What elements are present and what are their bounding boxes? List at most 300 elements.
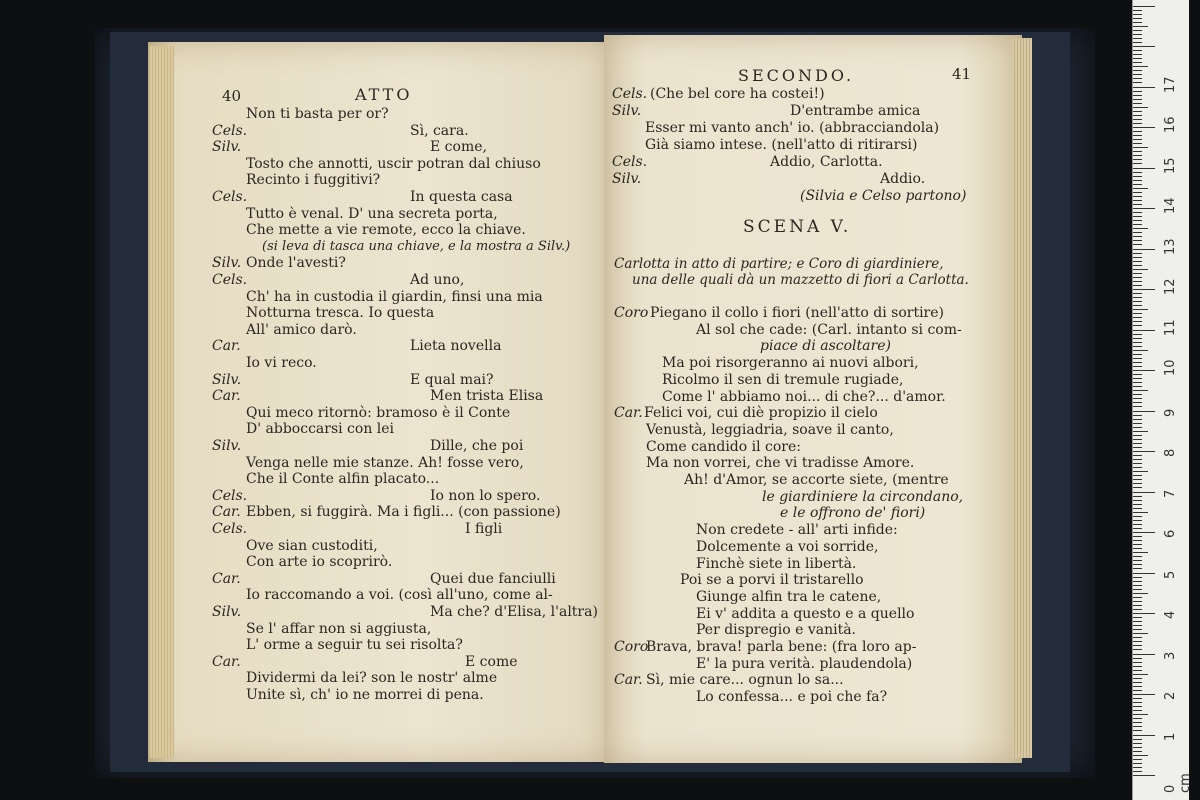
ruler-tick [1133,240,1142,241]
ruler-tick [1133,718,1142,719]
ruler-tick [1133,463,1142,464]
ruler-number: 1 [1163,732,1178,741]
speaker-label: Silv. [212,139,242,156]
ruler-tick [1133,637,1142,638]
speaker-label: Cels. [612,86,648,102]
ruler-tick [1133,431,1148,432]
ruler-tick [1133,633,1148,634]
ruler-number: 14 [1163,197,1178,214]
ruler-tick [1133,492,1155,493]
ruler-tick [1133,317,1142,318]
right-page-edges [1012,38,1032,758]
ruler-tick [1133,483,1142,484]
ruler-tick [1133,500,1142,501]
ruler-tick [1133,504,1142,505]
ruler-tick [1133,475,1142,476]
ruler-tick [1133,220,1142,221]
ruler-tick [1133,176,1142,177]
ruler-tick [1133,58,1142,59]
ruler-tick [1133,674,1148,675]
verse-line: Unite sì, ch' io ne morrei di pena. [246,687,484,703]
verse-line: Esser mi vanto anch' io. (abbracciandola) [645,120,940,136]
ruler-tick [1133,374,1142,375]
ruler-tick [1133,228,1148,229]
ruler-number: 6 [1163,529,1178,538]
verse-line: Sì, cara. [410,122,469,139]
speaker-label: Cels. [212,487,248,504]
verse-line: Quei due fanciulli [430,570,556,587]
ruler-tick [1133,730,1142,731]
verse-line: Se l' affar non si aggiusta, [246,620,432,637]
ruler-tick [1133,706,1142,707]
speaker-label: Cels. [212,272,248,288]
verse-line: Ma poi risorgeranno ai nuovi albori, [662,355,919,372]
ruler-tick [1133,398,1142,399]
ruler-tick [1133,334,1142,335]
ruler-number: 2 [1163,691,1178,700]
ruler-tick [1133,338,1142,339]
verse-line: L' orme a seguir tu sei risolta? [246,637,463,654]
ruler-tick [1133,50,1142,51]
ruler-tick [1133,62,1142,63]
ruler-tick [1133,42,1142,43]
ruler-number: 17 [1163,75,1178,93]
ruler-tick [1133,362,1142,363]
verse-line: (si leva di tasca una chiave, e la mostra a Silv.) [262,238,571,254]
ruler-tick [1133,289,1155,290]
speaker-label: Silv. [212,371,242,388]
ruler-tick [1133,423,1142,424]
ruler-tick [1133,540,1142,541]
ruler-tick [1133,471,1148,472]
verse-line: E come [465,653,518,670]
verse-line: Dividermi da lei? son le nostr' alme [246,670,498,687]
ruler-tick [1133,751,1142,752]
verse-line: Non ti basta per or? [246,106,389,122]
ruler-tick [1133,714,1148,715]
ruler-number: 9 [1163,408,1178,417]
ruler-tick [1133,342,1142,343]
ruler-tick [1133,743,1142,744]
speaker-label: Silv. [612,103,642,119]
ruler-tick [1133,301,1142,302]
verse-line: Dille, che poi [430,438,524,454]
ruler-tick [1133,26,1148,27]
verse-line: Onde l'avesti? [246,255,346,272]
ruler-tick [1133,6,1155,7]
ruler-tick [1133,508,1142,509]
ruler-tick [1133,528,1142,529]
ruler-tick [1133,378,1142,379]
ruler-tick [1133,163,1142,164]
ruler-tick [1133,66,1148,67]
left-page-edges [150,46,174,758]
ruler-tick [1133,309,1148,310]
ruler-number: 11 [1163,318,1178,336]
ruler-tick [1133,325,1142,326]
ruler-tick [1133,18,1142,19]
speaker-label: Car. [212,338,241,355]
verse-line: Con arte io scoprirò. [246,554,393,571]
ruler-unit-label: 0 cm [1163,773,1193,793]
speaker-label: Coro [614,305,649,321]
verse-line: Men trista Elisa [430,388,544,405]
verse-line: I figli [465,521,503,537]
ruler-tick [1133,771,1142,772]
ruler-tick [1133,34,1142,35]
right-running-head: SECONDO. [738,66,855,85]
speaker-label: Car. [212,504,241,521]
ruler-tick [1133,516,1142,517]
ruler-tick [1133,192,1142,193]
ruler-tick [1133,216,1142,217]
ruler-tick [1133,536,1142,537]
ruler-number: 16 [1163,116,1178,133]
ruler-tick [1133,601,1142,602]
ruler-tick [1133,613,1155,614]
ruler-tick [1133,78,1142,79]
ruler-tick [1133,253,1142,254]
verse-line: Piegano il collo i fiori (nell'atto di sortire) [650,305,944,321]
ruler-tick [1133,87,1155,88]
verse-line: Notturna tresca. Io questa [246,305,435,322]
ruler-tick [1133,532,1155,533]
ruler-tick [1133,127,1155,128]
speaker-label: Car. [212,570,241,587]
ruler-tick [1133,236,1142,237]
ruler-tick [1133,261,1142,262]
ruler-tick [1133,115,1142,116]
verse-line: Ei v' addita a questo e a quello [696,605,915,622]
ruler-tick [1133,467,1142,468]
ruler-tick [1133,568,1142,569]
verse-line: Io vi reco. [246,355,317,371]
verse-line: Lieta novella [410,338,502,355]
ruler-tick [1133,54,1142,55]
ruler-tick [1133,629,1142,630]
ruler-tick [1133,625,1142,626]
ruler-tick [1133,204,1142,205]
verse-line: E qual mai? [410,371,494,388]
ruler-tick [1133,99,1142,100]
ruler-tick [1133,386,1142,387]
verse-line: Poi se a porvi il tristarello [680,572,864,589]
ruler-tick [1133,196,1142,197]
ruler-tick [1133,609,1142,610]
ruler-tick [1133,168,1155,169]
ruler-number: 13 [1163,237,1178,255]
ruler-tick [1133,455,1142,456]
ruler-tick [1133,382,1142,383]
verse-line: Io non lo spero. [430,487,541,504]
ruler-tick [1133,82,1142,83]
ruler-tick [1133,224,1142,225]
ruler-tick [1133,747,1142,748]
ruler-tick [1133,14,1142,15]
ruler-number: 3 [1163,651,1178,660]
verse-line: E come, [430,139,487,156]
ruler-tick [1133,143,1142,144]
ruler-tick [1133,544,1142,545]
ruler-number: 12 [1163,278,1178,295]
ruler-tick [1133,722,1142,723]
ruler-tick [1133,180,1142,181]
verse-line: Ch' ha in custodia il giardin, finsi una mia [246,288,543,305]
ruler-tick [1133,767,1142,768]
ruler-tick [1133,686,1142,687]
ruler-tick [1133,74,1142,75]
ruler-tick [1133,350,1148,351]
ruler-tick [1133,670,1142,671]
ruler-tick [1133,726,1142,727]
ruler-tick [1133,654,1155,655]
ruler-tick [1133,658,1142,659]
verse-line: D'entrambe amica [790,103,921,119]
verse-line: Ricolmo il sen di tremule rugiade, [662,371,904,388]
ruler-tick [1133,184,1142,185]
ruler-tick [1133,419,1142,420]
ruler-tick [1133,151,1142,152]
speaker-label: Car. [614,405,643,422]
ruler-tick [1133,273,1142,274]
ruler-tick [1133,666,1142,667]
ruler-tick [1133,690,1142,691]
ruler-tick [1133,443,1142,444]
verse-line: Venustà, leggiadria, soave il canto, [646,421,894,438]
ruler-tick [1133,370,1155,371]
ruler-tick [1133,621,1142,622]
ruler-tick [1133,735,1155,736]
ruler-tick [1133,159,1142,160]
ruler-number: 7 [1163,489,1178,498]
measurement-ruler [1132,0,1193,800]
ruler-tick [1133,560,1142,561]
ruler-tick [1133,585,1142,586]
speaker-label: Silv. [212,438,242,454]
verse-line: (Che bel core ha costei!) [650,86,825,102]
ruler-tick [1133,406,1142,407]
ruler-tick [1133,354,1142,355]
ruler-tick [1133,188,1148,189]
verse-line: Tutto è venal. D' una secreta porta, [246,205,498,222]
ruler-tick [1133,232,1142,233]
ruler-tick [1133,313,1142,314]
verse-line: piace di ascoltare) [760,338,891,355]
verse-line: Ad uno, [410,272,465,288]
ruler-tick [1133,435,1142,436]
ruler-tick [1133,330,1155,331]
ruler-tick [1133,46,1155,47]
ruler-tick [1133,111,1142,112]
verse-line: Al sol che cade: (Carl. intanto si com- [696,321,962,338]
verse-line: Giunge alfin tra le catene, [696,588,882,605]
ruler-tick [1133,645,1142,646]
scene-title: SCENA V. [743,217,852,237]
ruler-tick [1133,411,1155,412]
verse-line: Lo confessa... e poi che fa? [696,689,888,706]
ruler-tick [1133,593,1148,594]
ruler-tick [1133,451,1155,452]
ruler-tick [1133,496,1142,497]
ruler-tick [1133,123,1142,124]
ruler-tick [1133,694,1155,695]
ruler-tick [1133,739,1142,740]
ruler-number: 10 [1163,359,1178,376]
speaker-label: Cels. [212,122,248,139]
ruler-tick [1133,581,1142,582]
ruler-tick [1133,763,1142,764]
ruler-tick [1133,702,1142,703]
verse-line: Ma che? d'Elisa, l'altra) [430,604,598,620]
ruler-tick [1133,265,1142,266]
ruler-tick [1133,119,1142,120]
ruler-tick [1133,346,1142,347]
ruler-tick [1133,479,1142,480]
verse-line: e le offrono de' fiori) [780,505,926,522]
ruler-tick [1133,698,1142,699]
ruler-number: 8 [1163,448,1178,457]
ruler-tick [1133,172,1142,173]
speaker-label: Silv. [212,255,242,272]
ruler-tick [1133,257,1142,258]
verse-line: Finchè siete in libertà. [696,555,857,572]
ruler-tick [1133,135,1142,136]
verse-line: Venga nelle mie stanze. Ah! fosse vero, [246,454,524,471]
speaker-label: Car. [212,388,241,405]
ruler-tick [1133,641,1142,642]
ruler-tick [1133,487,1142,488]
ruler-tick [1133,139,1142,140]
ruler-tick [1133,439,1142,440]
ruler-tick [1133,297,1142,298]
verse-line: Come candido il core: [646,438,802,455]
ruler-tick [1133,459,1142,460]
ruler-tick [1133,552,1148,553]
verse-line: Felici voi, cui diè propizio il cielo [644,405,878,422]
speaker-label: Cels. [212,521,248,537]
verse-line: Ebben, si fuggirà. Ma i figli... (con passione) [246,504,561,521]
verse-line: Io raccomando a voi. (così all'uno, come al- [246,587,553,604]
ruler-tick [1133,710,1142,711]
ruler-tick [1133,512,1148,513]
ruler-tick [1133,589,1142,590]
ruler-tick [1133,390,1148,391]
verse-line: Recinto i fuggitivi? [246,172,381,189]
ruler-tick [1133,91,1142,92]
ruler-tick [1133,524,1142,525]
verse-line: Non credete - all' arti infide: [696,522,898,539]
ruler-tick [1133,103,1142,104]
ruler-tick [1133,38,1142,39]
ruler-tick [1133,597,1142,598]
verse-line: All' amico darò. [246,321,357,338]
ruler-number: 4 [1163,610,1178,619]
verse-line: Addio, Carlotta. [770,154,883,170]
verse-line: (Silvia e Celso partono) [800,188,967,204]
verse-line: Che il Conte alfin placato... [246,471,440,488]
ruler-tick [1133,107,1148,108]
ruler-tick [1133,131,1142,132]
ruler-tick [1133,682,1142,683]
ruler-tick [1133,208,1155,209]
ruler-tick [1133,394,1142,395]
ruler-tick [1133,564,1142,565]
ruler-tick [1133,70,1142,71]
speaker-label: Cels. [212,189,248,205]
ruler-tick [1133,285,1142,286]
speaker-label: Silv. [212,604,242,620]
ruler-number: 15 [1163,156,1178,174]
verse-line: D' abboccarsi con lei [246,421,395,438]
ruler-tick [1133,548,1142,549]
verse-line: Per dispregio e vanità. [696,622,857,639]
verse-line: Che mette a vie remote, ecco la chiave. [246,222,526,239]
ruler-tick [1133,415,1142,416]
ruler-tick [1133,759,1142,760]
speaker-label: Cels. [612,154,648,170]
ruler-tick [1133,366,1142,367]
verse-line: In questa casa [410,189,513,205]
left-page-number: 40 [222,87,242,105]
verse-line: Ove sian custoditi, [246,537,378,554]
verse-line: Tosto che annotti, uscir potran dal chiuso [246,155,541,172]
ruler-number: 5 [1163,570,1178,579]
ruler-tick [1133,269,1148,270]
ruler-tick [1133,605,1142,606]
ruler-tick [1133,678,1142,679]
ruler-tick [1133,293,1142,294]
stage-direction-line: una delle quali dà un mazzetto di fiori a Carlotta. [632,272,969,288]
verse-line: Ah! d'Amor, se accorte siete, (mentre [684,472,949,488]
ruler-tick [1133,200,1142,201]
speaker-label: Car. [212,653,241,670]
ruler-tick [1133,30,1142,31]
ruler-tick [1133,358,1142,359]
verse-line: Qui meco ritornò: bramoso è il Conte [246,404,511,421]
ruler-tick [1133,662,1142,663]
verse-line: E' la pura verità. plaudendola) [696,655,913,672]
ruler-tick [1133,155,1142,156]
ruler-tick [1133,22,1142,23]
ruler-tick [1133,321,1142,322]
left-running-head: ATTO [355,85,413,104]
ruler-tick [1133,244,1142,245]
speaker-label: Silv. [612,171,642,187]
ruler-tick [1133,305,1142,306]
speaker-label: Car. [614,672,643,689]
ruler-tick [1133,556,1142,557]
ruler-tick [1133,95,1142,96]
ruler-tick [1133,10,1142,11]
verse-line: Dolcemente a voi sorride, [696,538,879,555]
right-page-number: 41 [952,65,972,83]
speaker-label: Coro [614,639,649,655]
ruler-tick [1133,147,1148,148]
ruler-tick [1133,577,1142,578]
ruler-tick [1133,249,1155,250]
ruler-tick [1133,427,1142,428]
verse-line: Come l' abbiamo noi... di che?... d'amor. [662,388,946,405]
verse-line: Ma non vorrei, che vi tradisse Amore. [646,455,915,472]
stage-direction-line: Carlotta in atto di partire; e Coro di giardiniere, [614,256,944,272]
ruler-tick [1133,520,1142,521]
verse-line: le giardiniere la circondano, [762,488,964,505]
ruler-tick [1133,617,1142,618]
verse-line: Brava, brava! parla bene: (fra loro ap- [646,639,917,655]
ruler-tick [1133,755,1148,756]
ruler-tick [1133,573,1155,574]
verse-line: Addio. [880,171,926,187]
